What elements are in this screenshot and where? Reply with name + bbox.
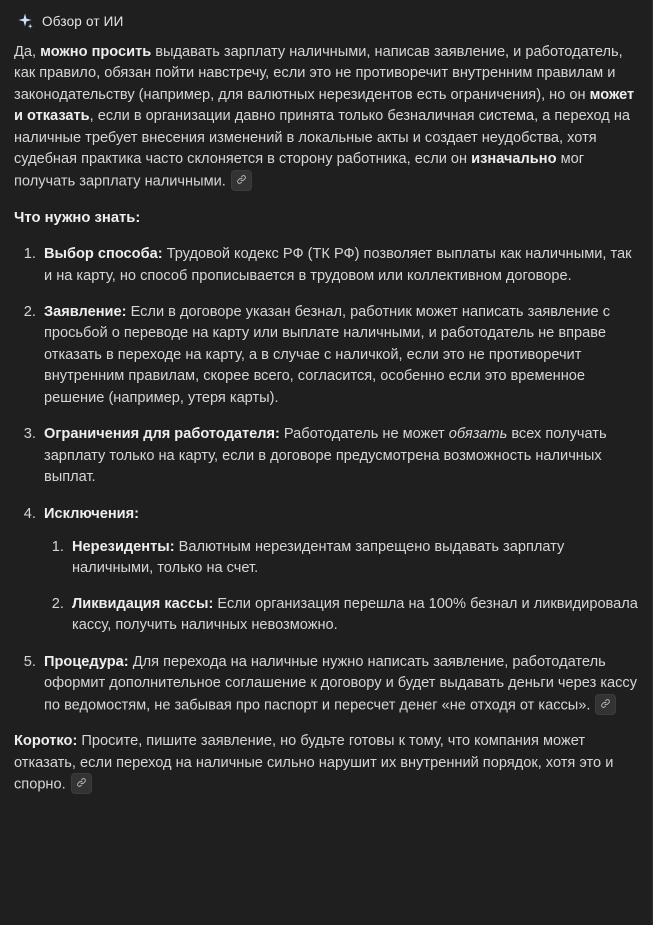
- list-item: [40, 302, 638, 409]
- short-summary-text: Просите, пишите заявление, но будьте готовы к тому, что компания может отказать, если переход на наличные сильно нарушит их внутренний порядок, хотя это и спорно.: [14, 733, 614, 793]
- short-summary: [14, 731, 638, 796]
- summary-bold-2: может и отказать: [14, 86, 635, 125]
- summary-text-4: мог получать зарплату наличными.: [14, 151, 585, 189]
- list-item-emphasis: обязать: [448, 426, 508, 443]
- source-reference-chip[interactable]: [595, 694, 616, 715]
- list-item: [40, 244, 638, 287]
- list-item-text: Трудовой кодекс РФ (ТК РФ) позволяет выплаты как наличными, так и на карту, но способ прописывается в трудовом или коллективном договоре.: [44, 246, 632, 284]
- source-reference-chip[interactable]: [231, 170, 252, 191]
- list-item-label: Исключения:: [44, 505, 140, 522]
- list-item-text-part-1: Работодатель не может: [279, 426, 449, 443]
- overview-content: [14, 42, 638, 796]
- list-item-label: Процедура:: [44, 653, 129, 670]
- list-item-label: Ограничения для работодателя:: [44, 426, 280, 443]
- sublist-item-text: Валютным нерезидентам запрещено выдавать зарплату наличными, только на счет.: [72, 538, 565, 577]
- list-item-text: Для перехода на наличные нужно написать заявление, работодатель оформит дополнительное соглашение к договору и будет выдавать деньги через кассу по ведомостям, не забывая про паспорт и пересчет денег «не отходя от кассы».: [44, 653, 638, 713]
- list-item-text: Если в договоре указан безнал, работник может написать заявление с просьбой о переводе на карту или выплате наличными, и работодатель не вправе отказать в переходе на карту, а в случае с наличкой, если это не противоречит внутренним правилам, скорее всего, согласится, особенно если это временное решение (например, утеря карты).: [44, 304, 611, 406]
- summary-bold-3: изначально: [471, 151, 557, 168]
- summary-text-3: , если в организации давно принята только безналичная система, а переход на наличные требует внесения изменений в локальные акты и создает неудобства, хотя судебная практика часто склоняется в сторону работника, если он: [14, 108, 631, 168]
- panel-header: [14, 10, 638, 42]
- source-reference-chip[interactable]: [71, 773, 92, 794]
- exceptions-sublist: [44, 537, 638, 637]
- panel-title: Обзор от ИИ: [42, 13, 124, 29]
- list-item: [40, 652, 638, 717]
- summary-paragraph: [14, 42, 638, 192]
- sparkle-icon: [16, 12, 34, 30]
- summary-text-2: выдавать зарплату наличными, написав заявление, и работодатель, как правило, обязан пойти навстречу, если это не противоречит внутренним правилам и законодательству (например, для валютных нерезидентов есть ограничения), но он: [14, 44, 623, 103]
- section-heading: Что нужно знать:: [14, 210, 141, 227]
- sublist-item: [68, 537, 638, 580]
- list-item-text-part-2: всех получать зарплату только на карту, если в договоре предусмотрена возможность наличных выплат.: [44, 426, 607, 486]
- summary-text-1: Да,: [14, 44, 41, 60]
- list-item: [40, 504, 638, 637]
- sublist-item-text: Если организация перешла на 100% безнал и ликвидировала кассу, получить наличных невозможно.: [72, 595, 638, 634]
- summary-bold-1: можно просить: [40, 44, 152, 60]
- sublist-item-label: Ликвидация кассы:: [72, 595, 214, 612]
- short-summary-label: Коротко:: [14, 733, 78, 750]
- key-points-list: [14, 244, 638, 716]
- list-item-label: Заявление:: [44, 304, 127, 321]
- list-item-label: Выбор способа:: [44, 246, 163, 263]
- sublist-item-label: Нерезиденты:: [72, 538, 175, 555]
- sublist-item: [68, 594, 638, 637]
- list-item: [40, 424, 638, 488]
